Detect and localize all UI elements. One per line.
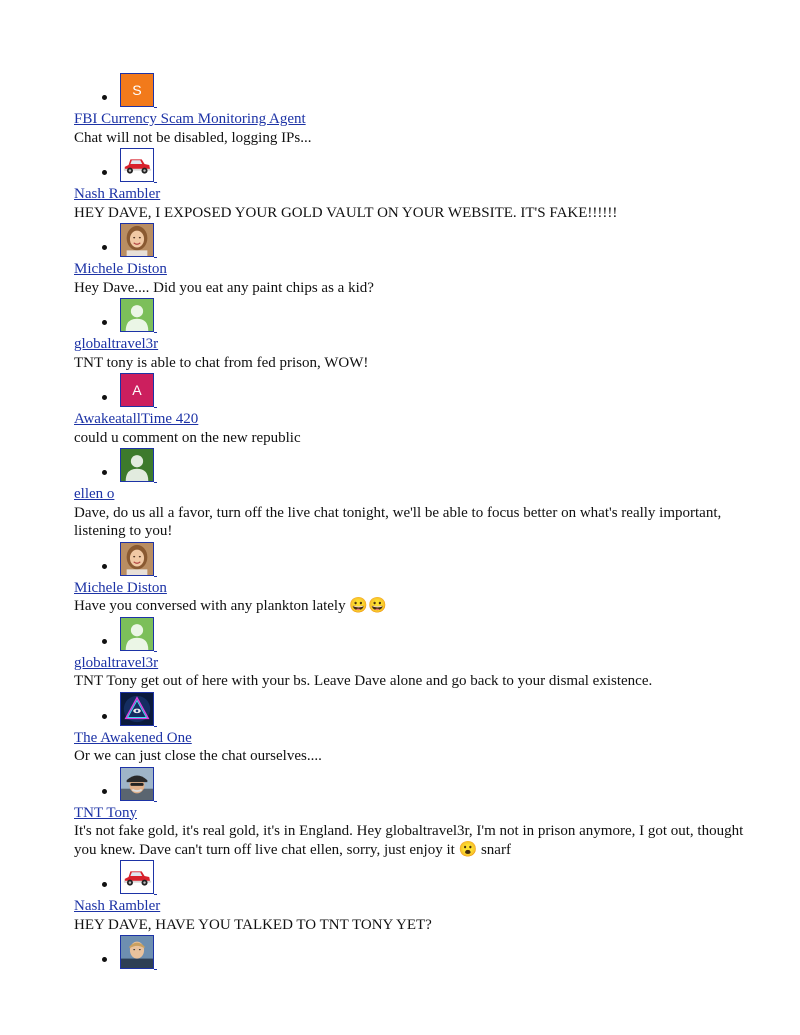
link-underline — [154, 107, 157, 108]
chat-message — [74, 72, 754, 147]
username-link[interactable]: AwakeatallTime 420 — [74, 411, 199, 427]
link-underline — [154, 182, 157, 183]
avatar-link[interactable] — [120, 223, 154, 258]
message-text: TNT Tony get out of here with your bs. Leave Dave alone and go back to your dismal existence. — [74, 673, 653, 689]
avatar-link[interactable] — [120, 617, 154, 652]
username-link[interactable]: ellen o — [74, 486, 115, 502]
list-bullet — [102, 395, 107, 400]
message-text: Dave, do us all a favor, turn off the live chat tonight, we'll be able to focus better on what's really important, listening to you! — [74, 504, 722, 539]
list-bullet — [102, 789, 107, 794]
avatar-row — [74, 541, 754, 579]
list-bullet — [102, 639, 107, 644]
chat-message — [74, 541, 754, 616]
man-cap-photo-avatar — [120, 767, 154, 801]
pyramid-eye-avatar — [120, 692, 154, 726]
message-text: could u comment on the new republic — [74, 429, 301, 446]
link-underline — [154, 969, 157, 970]
avatar-row — [74, 859, 754, 897]
message-text: HEY DAVE, HAVE YOU TALKED TO TNT TONY YET? — [74, 916, 432, 933]
chat-message — [74, 447, 754, 541]
chat-message — [74, 147, 754, 222]
list-bullet — [102, 957, 107, 962]
red-car-avatar — [120, 860, 154, 894]
message-text: Have you conversed with any plankton lately 😀😀 — [74, 598, 387, 614]
message-text: Or we can just close the chat ourselves.... — [74, 748, 322, 764]
link-underline — [154, 894, 157, 895]
username-link[interactable]: globaltravel3r — [74, 336, 159, 352]
list-bullet — [102, 882, 107, 887]
chat-message — [74, 616, 754, 691]
list-bullet — [102, 170, 107, 175]
chat-message — [74, 691, 754, 766]
username-link[interactable]: TNT Tony — [74, 804, 137, 821]
username-link[interactable]: globaltravel3r — [74, 654, 159, 671]
message-text: Chat will not be disabled, logging IPs... — [74, 129, 312, 146]
link-underline — [154, 482, 157, 483]
avatar-link[interactable] — [120, 298, 154, 333]
letter-a-avatar — [120, 373, 154, 407]
link-underline — [154, 576, 157, 577]
link-underline — [154, 332, 157, 333]
woman-photo-avatar — [120, 542, 154, 576]
link-underline — [154, 257, 157, 258]
avatar-row — [74, 222, 754, 260]
avatar-row — [74, 766, 754, 804]
username-link[interactable]: Michele Diston — [74, 579, 167, 596]
default-person-avatar — [120, 617, 154, 651]
chat-message-list — [74, 72, 754, 972]
link-underline — [154, 726, 157, 727]
message-text: TNT tony is able to chat from fed prison, WOW! — [74, 354, 369, 371]
list-bullet — [102, 95, 107, 100]
avatar-link[interactable] — [120, 692, 154, 727]
chat-message — [74, 372, 754, 447]
man-photo-avatar — [120, 935, 154, 969]
list-bullet — [102, 470, 107, 475]
list-bullet — [102, 714, 107, 719]
link-underline — [154, 407, 157, 408]
avatar-row — [74, 616, 754, 654]
list-bullet — [102, 245, 107, 250]
avatar-row — [74, 447, 754, 485]
avatar-link[interactable] — [120, 73, 154, 108]
avatar-link[interactable] — [120, 148, 154, 183]
avatar-row — [74, 147, 754, 185]
svg-text:S: S — [132, 82, 142, 99]
woman-photo-avatar — [120, 223, 154, 257]
avatar-link[interactable] — [120, 860, 154, 895]
default-person-avatar — [120, 448, 154, 482]
chat-message — [74, 222, 754, 297]
avatar-link[interactable] — [120, 373, 154, 408]
message-text: HEY DAVE, I EXPOSED YOUR GOLD VAULT ON YOUR WEBSITE. IT'S FAKE!!!!!! — [74, 204, 618, 221]
username-link[interactable]: Nash Rambler — [74, 186, 161, 202]
avatar-row — [74, 691, 754, 729]
link-underline — [154, 801, 157, 802]
chat-message — [74, 859, 754, 934]
avatar-link[interactable] — [120, 448, 154, 483]
avatar-link[interactable] — [120, 542, 154, 577]
default-person-avatar — [120, 298, 154, 332]
svg-text:A: A — [132, 382, 142, 399]
message-text: It's not fake gold, it's real gold, it's in England. Hey globaltravel3r, I'm not in prison anymore, I got out, thought you knew. Dave can't turn off live chat ellen, sorry, just enjoy it 😮 snarf — [74, 823, 744, 858]
letter-s-avatar — [120, 73, 154, 107]
avatar-row — [74, 934, 754, 972]
avatar-row — [74, 372, 754, 410]
username-link[interactable]: Michele Diston — [74, 261, 167, 277]
message-text: Hey Dave.... Did you eat any paint chips as a kid? — [74, 279, 374, 296]
red-car-avatar — [120, 148, 154, 182]
list-bullet — [102, 564, 107, 569]
username-link[interactable]: Nash Rambler — [74, 898, 161, 914]
link-underline — [154, 651, 157, 652]
chat-message — [74, 934, 754, 972]
list-bullet — [102, 320, 107, 325]
avatar-row — [74, 72, 754, 110]
chat-message — [74, 766, 754, 860]
username-link[interactable]: FBI Currency Scam Monitoring Agent — [74, 111, 306, 127]
chat-message — [74, 297, 754, 372]
username-link[interactable]: The Awakened One — [74, 729, 192, 746]
avatar-link[interactable] — [120, 935, 154, 970]
avatar-link[interactable] — [120, 767, 154, 802]
avatar-row — [74, 297, 754, 335]
